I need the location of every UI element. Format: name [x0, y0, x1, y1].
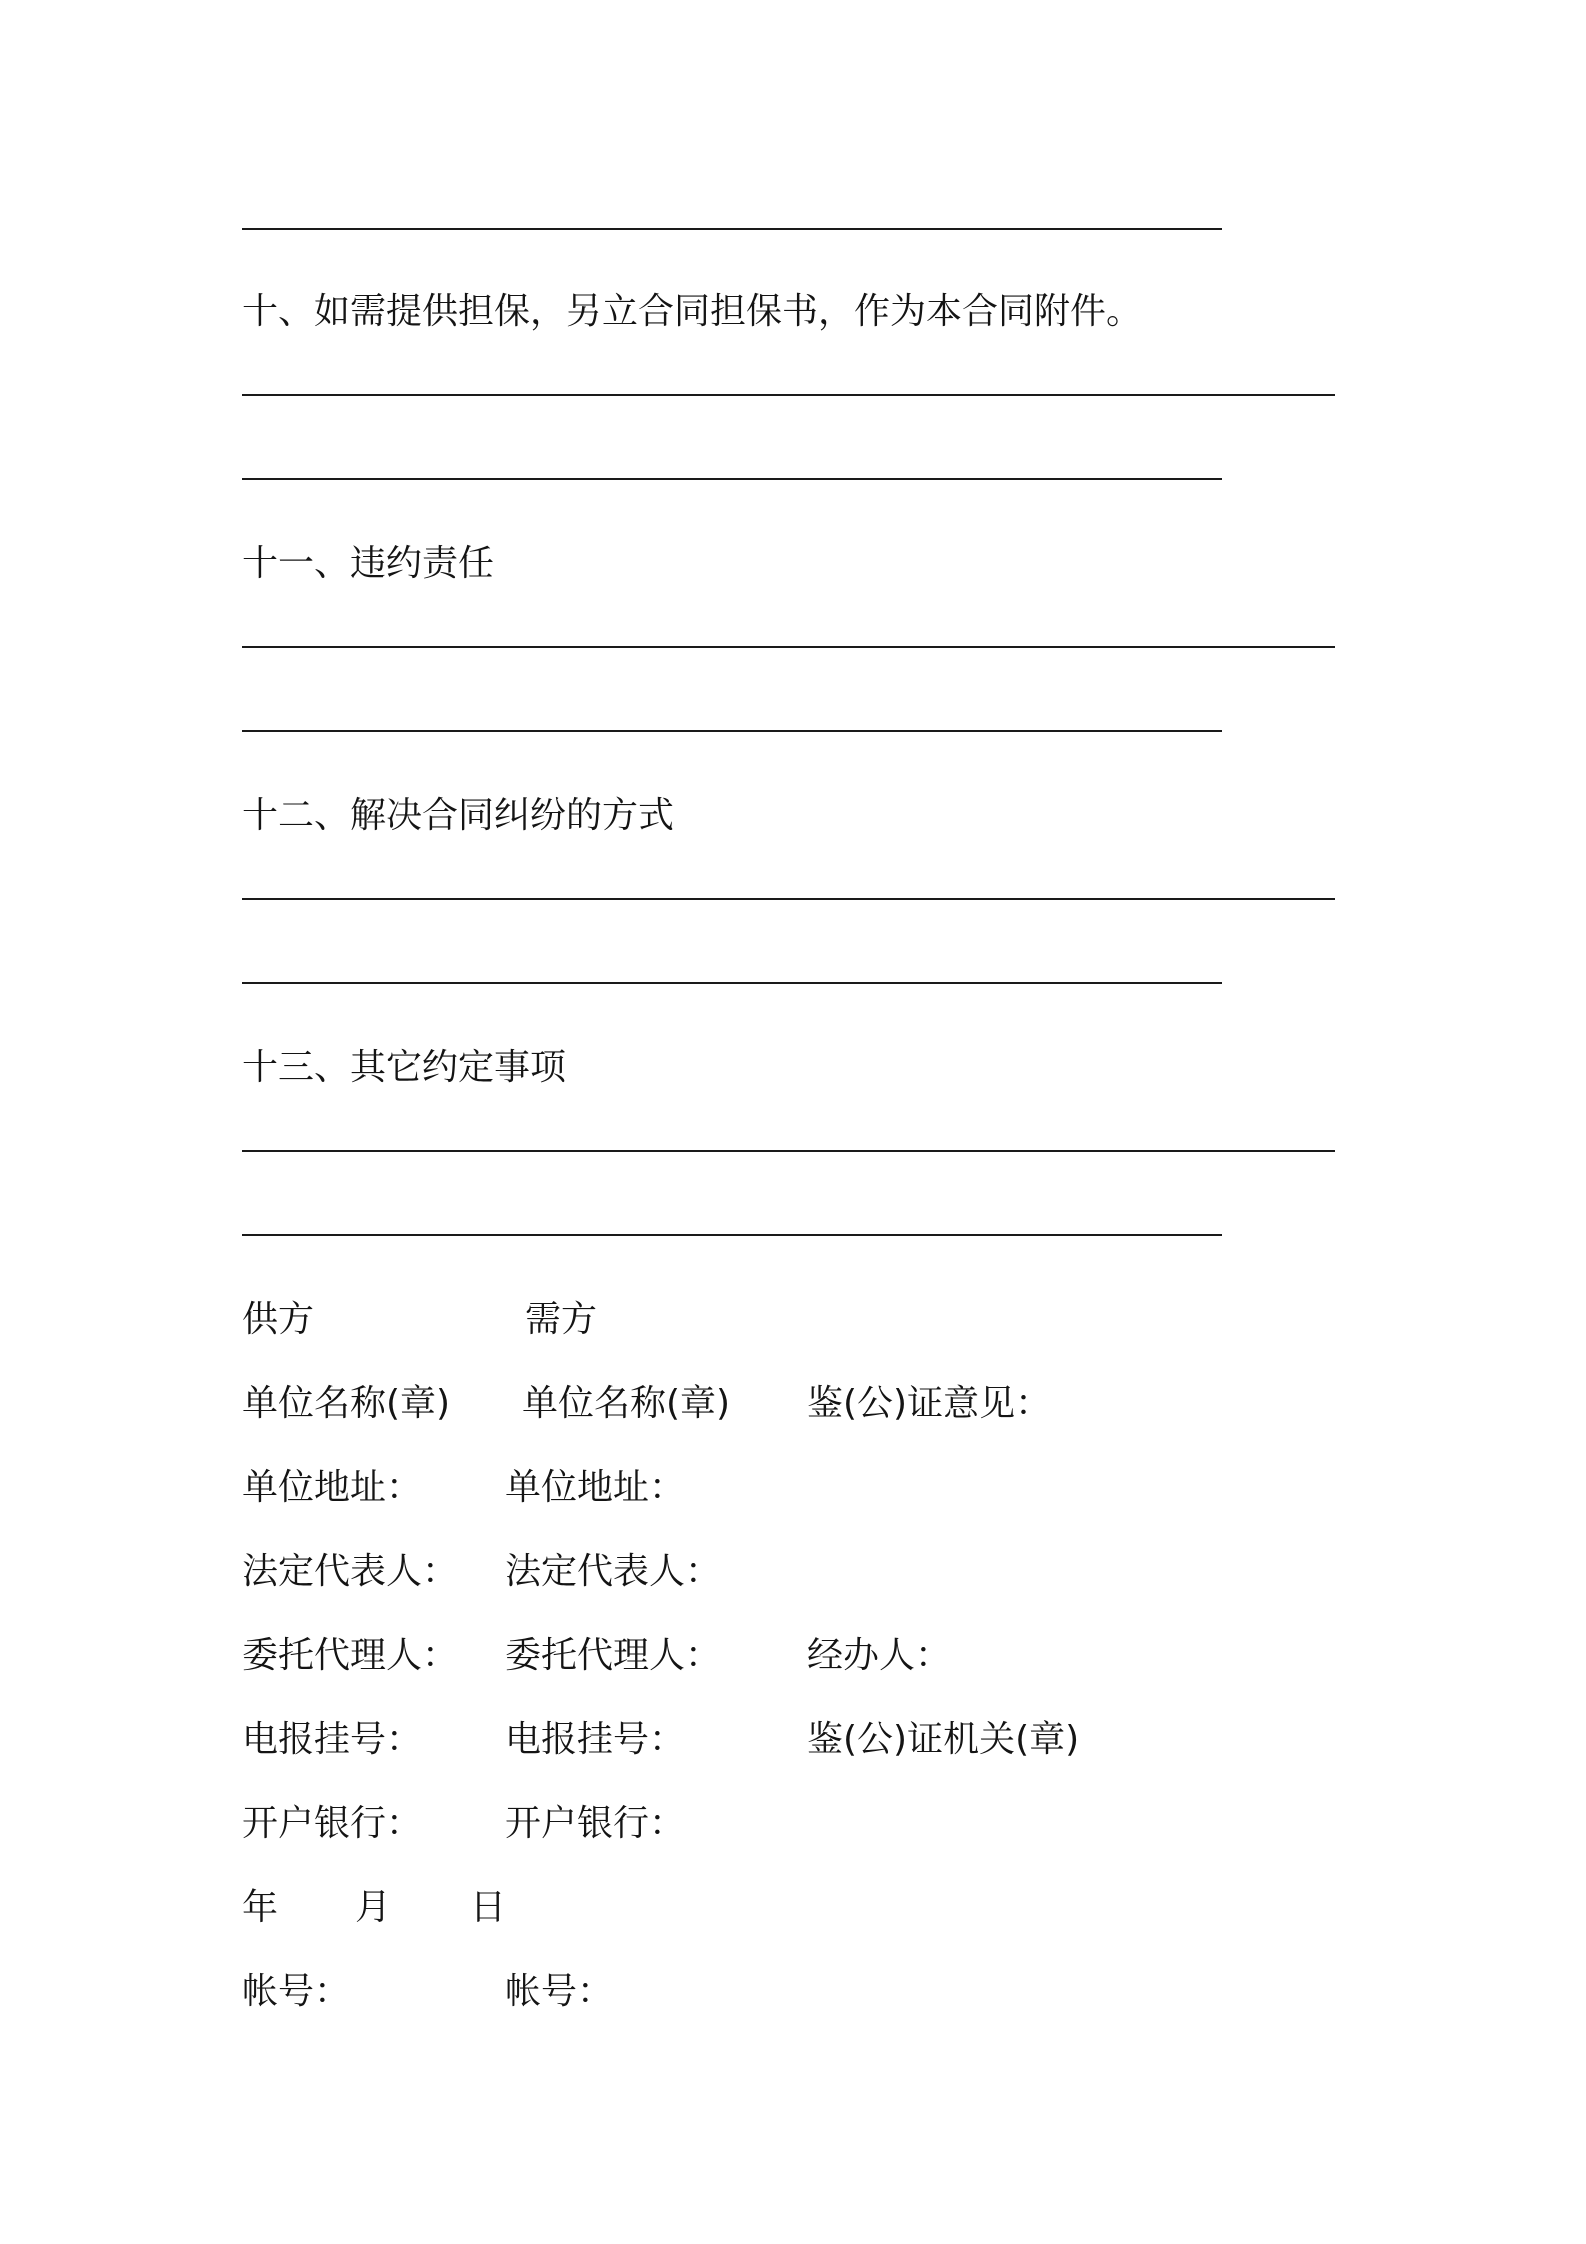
buyer-label: 需方 [525, 1299, 598, 1340]
blank-line [242, 982, 1222, 984]
notary-office-seal: 鉴(公)证机关(章) [807, 1719, 1080, 1760]
date-month: 月 [355, 1887, 392, 1928]
buyer-agent: 委托代理人： [505, 1635, 722, 1676]
date-day: 日 [470, 1887, 507, 1928]
blank-line [242, 478, 1222, 480]
supplier-agent: 委托代理人： [242, 1635, 459, 1676]
handler: 经办人： [807, 1635, 952, 1676]
blank-line [242, 1150, 1335, 1152]
blank-line [242, 394, 1335, 396]
buyer-address: 单位地址： [505, 1467, 686, 1508]
blank-line [242, 730, 1222, 732]
supplier-bank: 开户银行： [242, 1803, 423, 1844]
blank-line [242, 228, 1222, 230]
supplier-telegraph: 电报挂号： [242, 1719, 423, 1760]
date-year: 年 [242, 1887, 279, 1928]
notary-opinion: 鉴(公)证意见： [807, 1383, 1052, 1424]
section-11-heading: 十一、违约责任 [242, 543, 495, 584]
supplier-label: 供方 [242, 1299, 315, 1340]
section-10-heading: 十、如需提供担保，另立合同担保书，作为本合同附件。 [242, 291, 1143, 332]
buyer-account: 帐号： [505, 1971, 614, 2012]
blank-line [242, 1234, 1222, 1236]
buyer-unit-name: 单位名称(章) [522, 1383, 731, 1424]
buyer-legal-rep: 法定代表人： [505, 1551, 722, 1592]
supplier-address: 单位地址： [242, 1467, 423, 1508]
blank-line [242, 646, 1335, 648]
buyer-bank: 开户银行： [505, 1803, 686, 1844]
section-13-heading: 十三、其它约定事项 [242, 1047, 567, 1088]
section-12-heading: 十二、解决合同纠纷的方式 [242, 795, 675, 836]
supplier-unit-name: 单位名称(章) [242, 1383, 451, 1424]
blank-line [242, 898, 1335, 900]
supplier-legal-rep: 法定代表人： [242, 1551, 459, 1592]
buyer-telegraph: 电报挂号： [505, 1719, 686, 1760]
supplier-account: 帐号： [242, 1971, 351, 2012]
